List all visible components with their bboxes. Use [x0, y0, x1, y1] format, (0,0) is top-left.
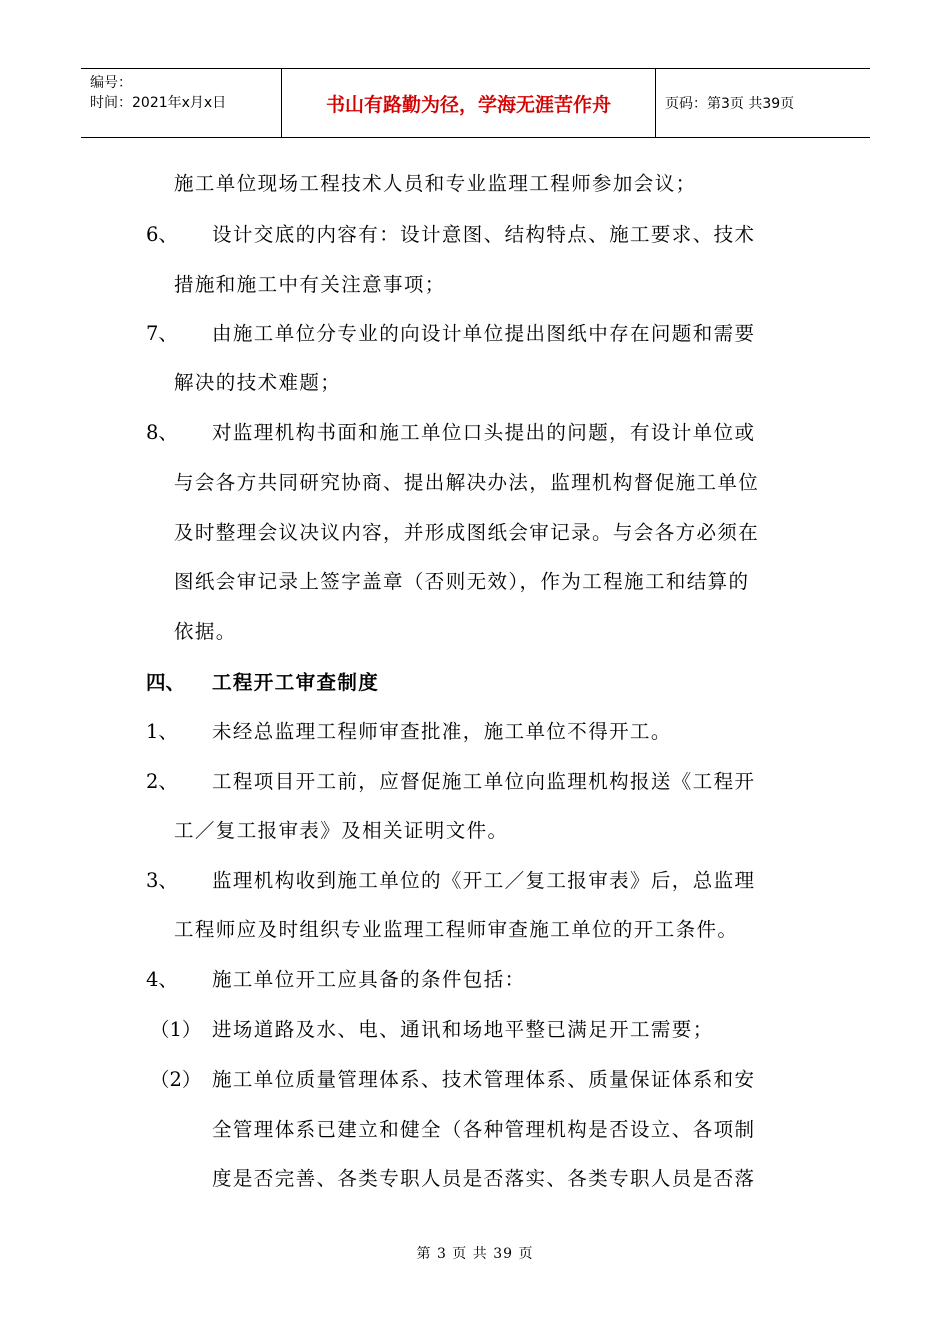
body-line: 未经总监理工程师审查批准，施工单位不得开工。: [212, 720, 672, 743]
body-line: 及时整理会议决议内容，并形成图纸会审记录。与会各方必须在: [174, 521, 760, 544]
body-line: 措施和施工中有关注意事项；: [174, 273, 446, 296]
body-line: 施工单位开工应具备的条件包括：: [212, 968, 526, 991]
body-line: 设计交底的内容有：设计意图、结构特点、施工要求、技术: [212, 223, 756, 246]
body-line: 工程师应及时组织专业监理工程师审查施工单位的开工条件。: [174, 918, 739, 941]
section-number: 四、: [146, 671, 186, 694]
document-number: 编号：: [90, 75, 132, 91]
list-number: （2）: [150, 1068, 202, 1091]
body-line: 解决的技术难题；: [174, 371, 342, 394]
list-number: 1、: [146, 720, 178, 743]
body-line: 与会各方共同研究协商、提出解决办法，监理机构督促施工单位: [174, 471, 760, 494]
body-line: 进场道路及水、电、通讯和场地平整已满足开工需要；: [212, 1018, 714, 1041]
body-line: 施工单位现场工程技术人员和专业监理工程师参加会议；: [174, 172, 697, 195]
list-number: 7、: [146, 322, 178, 345]
list-number: （1）: [150, 1018, 202, 1041]
list-number: 6、: [146, 223, 178, 246]
list-number: 2、: [146, 770, 178, 793]
body-line: 施工单位质量管理体系、技术管理体系、质量保证体系和安: [212, 1068, 756, 1091]
header-motto: 书山有路勤为径，学海无涯苦作舟: [325, 93, 611, 116]
document-date: 时间：2021年x月x日: [90, 95, 227, 111]
body-line: 工程项目开工前，应督促施工单位向监理机构报送《工程开: [212, 770, 756, 793]
list-number: 3、: [146, 869, 178, 892]
page-header: [81, 68, 870, 138]
list-number: 8、: [146, 421, 178, 444]
header-divider: [655, 69, 656, 137]
body-line: 图纸会审记录上签字盖章（否则无效），作为工程施工和结算的: [174, 570, 750, 593]
body-line: 全管理体系已建立和健全（各种管理机构是否设立、各项制: [212, 1118, 756, 1141]
body-line: 度是否完善、各类专职人员是否落实、各类专职人员是否落: [212, 1167, 756, 1190]
header-meta: [90, 73, 226, 113]
body-line: 对监理机构书面和施工单位口头提出的问题，有设计单位或: [212, 421, 756, 444]
body-line: 由施工单位分专业的向设计单位提出图纸中存在问题和需要: [212, 322, 756, 345]
section-heading: 工程开工审查制度: [212, 671, 380, 694]
body-line: 工／复工报审表》及相关证明文件。: [174, 819, 509, 842]
body-line: 依据。: [174, 620, 237, 643]
header-page-info: 页码：第3页 共39页: [665, 96, 795, 112]
page-footer: 第 3 页 共 39 页: [416, 1246, 534, 1262]
body-line: 监理机构收到施工单位的《开工／复工报审表》后，总监理: [212, 869, 756, 892]
list-number: 4、: [146, 968, 178, 991]
